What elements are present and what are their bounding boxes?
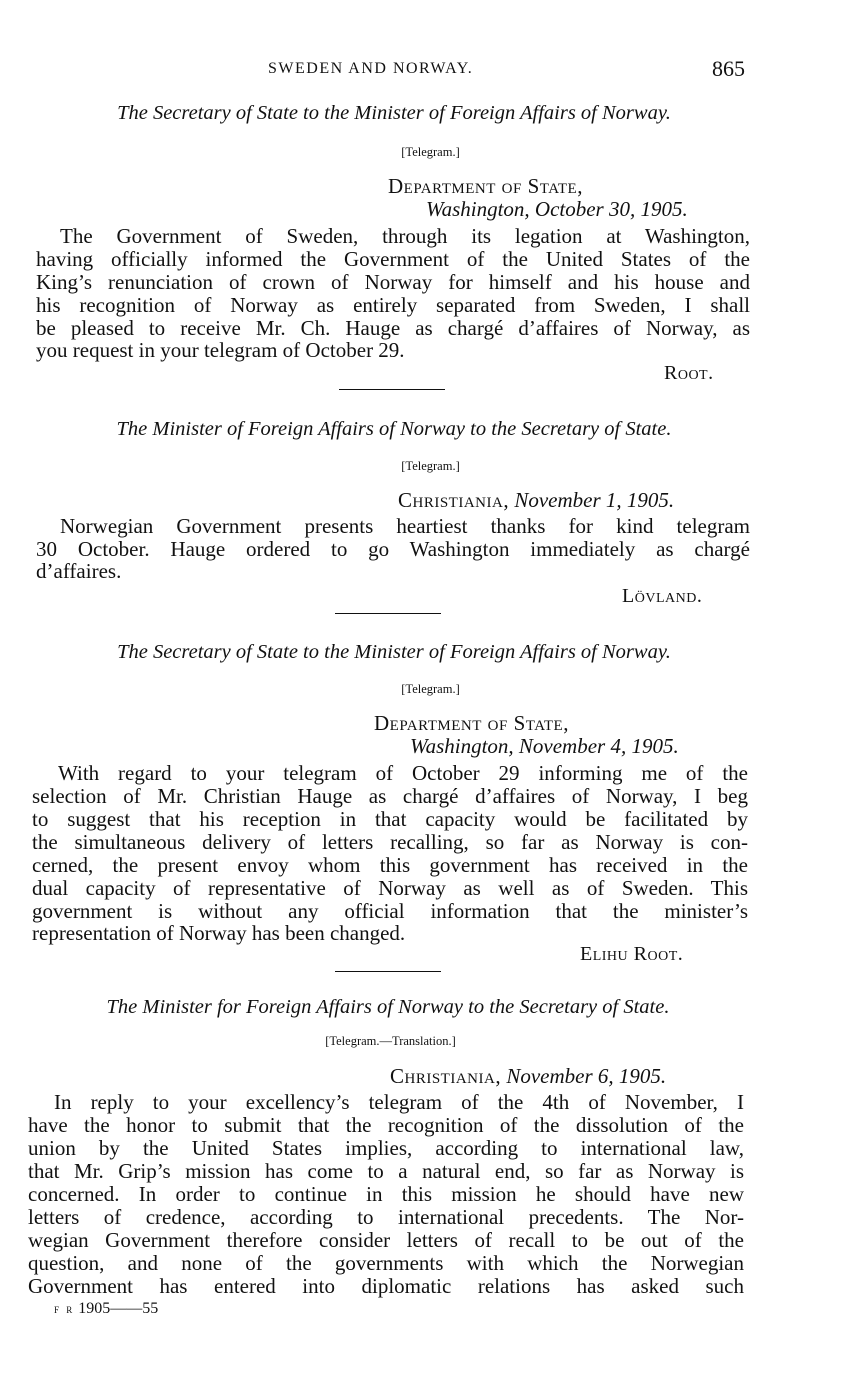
doc2-heading: The Minister of Foreign Affairs of Norway to the Secretary of State. — [116, 418, 672, 440]
footer-code: f r — [54, 1301, 75, 1316]
footer-text: 1905——55 — [78, 1300, 159, 1317]
doc4-telegram-note: [Telegram.—Translation.] — [325, 1034, 456, 1048]
doc3-body-line: cerned, the present envoy whom this government has received in the — [32, 853, 748, 877]
doc1-place: Department of State, — [388, 174, 583, 198]
doc3-body-line: selection of Mr. Christian Hauge as chargé d’affaires of Norway, I beg — [32, 784, 748, 808]
doc1-body-line: be pleased to receive Mr. Ch. Hauge as chargé d’affaires of Norway, as — [36, 316, 750, 340]
doc2-signature: Lövland. — [622, 585, 703, 607]
section-divider — [339, 389, 445, 390]
doc1-body-line: his recognition of Norway as entirely separated from Sweden, I shall — [36, 293, 750, 317]
doc4-body-line: that Mr. Grip’s mission has come to a natural end, so far as Norway is — [28, 1159, 744, 1183]
doc1-date: Washington, October 30, 1905. — [426, 197, 688, 221]
doc3-body-line: dual capacity of representative of Norway as well as of Sweden. This — [32, 876, 748, 900]
doc3-body-line: representation of Norway has been changed. — [32, 921, 406, 945]
doc4-body-line: concerned. In order to continue in this mission he should have new — [28, 1182, 744, 1206]
doc3-telegram-note: [Telegram.] — [401, 682, 460, 696]
doc1-body-line: The Government of Sweden, through its legation at Washington, — [60, 224, 750, 248]
doc3-place: Department of State, — [374, 711, 569, 735]
doc3-signature: Elihu Root. — [580, 943, 684, 965]
doc4-body-line: In reply to your excellency’s telegram of the 4th of November, I — [54, 1090, 744, 1114]
doc4-body-line: union by the United States implies, according to international law, — [28, 1136, 744, 1160]
doc2-body-line: 30 October. Hauge ordered to go Washington immediately as chargé — [36, 537, 750, 561]
doc1-heading: The Secretary of State to the Minister of Foreign Affairs of Norway. — [117, 102, 671, 124]
doc4-body-line: wegian Government therefore consider letters of recall to be out of the — [28, 1228, 744, 1252]
doc4-body-line: letters of credence, according to international precedents. The Nor- — [28, 1205, 744, 1229]
doc3-body-line: government is without any official information that the minister’s — [32, 899, 748, 923]
doc4-date: November 6, 1905. — [506, 1064, 667, 1088]
doc4-place: Christiania, — [390, 1064, 502, 1088]
doc3-heading: The Secretary of State to the Minister of Foreign Affairs of Norway. — [117, 641, 671, 663]
doc3-body-line: With regard to your telegram of October 29 informing me of the — [58, 761, 748, 785]
section-divider — [335, 971, 441, 972]
section-divider — [335, 613, 441, 614]
doc1-body-line: King’s renunciation of crown of Norway for himself and his house and — [36, 270, 750, 294]
doc2-dateline — [398, 488, 674, 513]
doc3-body-line: the simultaneous delivery of letters recalling, so far as Norway is con- — [32, 830, 748, 854]
doc1-body-line: you request in your telegram of October 29. — [36, 338, 405, 362]
doc2-place: Christiania, — [398, 488, 510, 512]
running-head — [0, 56, 861, 84]
page-footer — [54, 1300, 158, 1318]
doc2-body-line: d’affaires. — [36, 559, 122, 583]
doc4-body-line: Government has entered into diplomatic relations has asked such — [28, 1274, 744, 1298]
doc4-dateline — [390, 1064, 666, 1089]
page-number: 865 — [712, 56, 745, 81]
doc4-heading: The Minister for Foreign Affairs of Norway to the Secretary of State. — [106, 996, 670, 1018]
doc3-body-line: to suggest that his reception in that capacity would be facilitated by — [32, 807, 748, 831]
doc2-body-line: Norwegian Government presents heartiest thanks for kind telegram — [60, 514, 750, 538]
doc1-telegram-note: [Telegram.] — [401, 145, 460, 159]
doc1-signature: Root. — [664, 362, 714, 384]
doc3-date: Washington, November 4, 1905. — [410, 734, 679, 758]
doc2-date: November 1, 1905. — [514, 488, 675, 512]
doc2-telegram-note: [Telegram.] — [401, 459, 460, 473]
doc4-body-line: question, and none of the governments with which the Norwegian — [28, 1251, 744, 1275]
doc4-body-line: have the honor to submit that the recognition of the dissolution of the — [28, 1113, 744, 1137]
running-title: SWEDEN AND NORWAY. — [268, 60, 474, 77]
doc1-body-line: having officially informed the Government of the United States of the — [36, 247, 750, 271]
